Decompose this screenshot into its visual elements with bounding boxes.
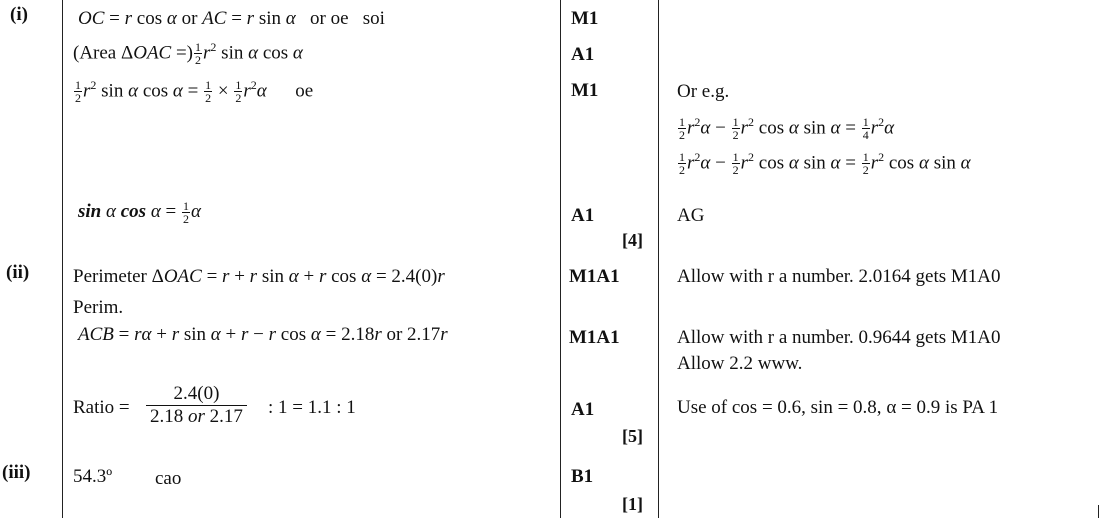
mark-i-4: A1 xyxy=(571,205,595,226)
mark-i-total: [4] xyxy=(622,230,643,250)
guidance-alt-1: $\frac{1}{2}$ $r^2\alpha$ − $\frac{1}{2}$ $r^2$ cos α sin α = $\frac{1}{4}$ $r^2\alpha$ xyxy=(679,115,895,143)
part-label-ii: (ii) xyxy=(6,262,30,283)
mark-ii-1: M1A1 xyxy=(569,266,620,287)
guidance-alt-2: $\frac{1}{2}$ $r^2\alpha$ − $\frac{1}{2}$ $r^2$ cos α sin α = $\frac{1}{2}$ $r^2$ cos α sin α xyxy=(679,150,971,178)
answer-i-line-3: $\frac{1}{2}$ $r^2$ sin α cos α = $\frac{1}{2}$ × $\frac{1}{2}$ $r^2\alpha$ oe xyxy=(75,78,314,106)
answer-ii-ratio-result: : 1 = 1.1 : 1 xyxy=(268,397,356,418)
answer-i-line-2: (Area ΔOAC =) $\frac{1}{2}$ $r^2$ sin α cos α xyxy=(73,40,303,68)
answer-ii-perim-label: Perim. xyxy=(73,297,124,318)
mark-ii-2: M1A1 xyxy=(569,327,620,348)
guidance-ii-3: Allow 2.2 www. xyxy=(677,353,803,374)
guidance-ii-4: Use of cos = 0.6, sin = 0.8, α = 0.9 is PA 1 xyxy=(677,397,999,418)
mark-i-3: M1 xyxy=(571,80,599,101)
part-label-i: (i) xyxy=(10,4,28,25)
answer-ii-ratio-fraction: 2.4(0) 2.18 or 2.17 xyxy=(146,383,247,428)
answer-i-line-1: OC = r cos α or AC = r sin α or oe soi xyxy=(78,8,385,29)
column-divider-mark xyxy=(658,0,659,518)
answer-ii-perimeter: Perimeter ΔOAC = r + r sin α + r cos α = 2.4(0)r xyxy=(73,266,445,287)
answer-iii-value: 54.3º xyxy=(73,466,113,487)
mark-i-1: M1 xyxy=(571,8,599,29)
mark-ii-total: [5] xyxy=(622,426,643,446)
mark-i-2: A1 xyxy=(571,44,595,65)
guidance-or-eg: Or e.g. xyxy=(677,81,730,102)
guidance-ii-2: Allow with r a number. 0.9644 gets M1A0 xyxy=(677,327,1001,348)
guidance-ag: AG xyxy=(677,205,705,226)
guidance-ii-1: Allow with r a number. 2.0164 gets M1A0 xyxy=(677,266,1001,287)
mark-iii-1: B1 xyxy=(571,466,594,487)
answer-i-line-4: sin α cos α = $\frac{1}{2}$ α xyxy=(78,199,201,226)
answer-iii-cao: cao xyxy=(155,468,182,489)
column-divider-answer xyxy=(560,0,561,518)
part-label-iii: (iii) xyxy=(2,462,31,483)
answer-ii-acb: ACB = rα + r sin α + r − r cos α = 2.18r or 2.17r xyxy=(78,324,448,345)
column-divider-part xyxy=(62,0,63,518)
answer-ii-ratio-label: Ratio = xyxy=(73,397,130,418)
edge-tick xyxy=(1098,505,1099,518)
mark-ii-3: A1 xyxy=(571,399,595,420)
mark-iii-total: [1] xyxy=(622,494,643,514)
